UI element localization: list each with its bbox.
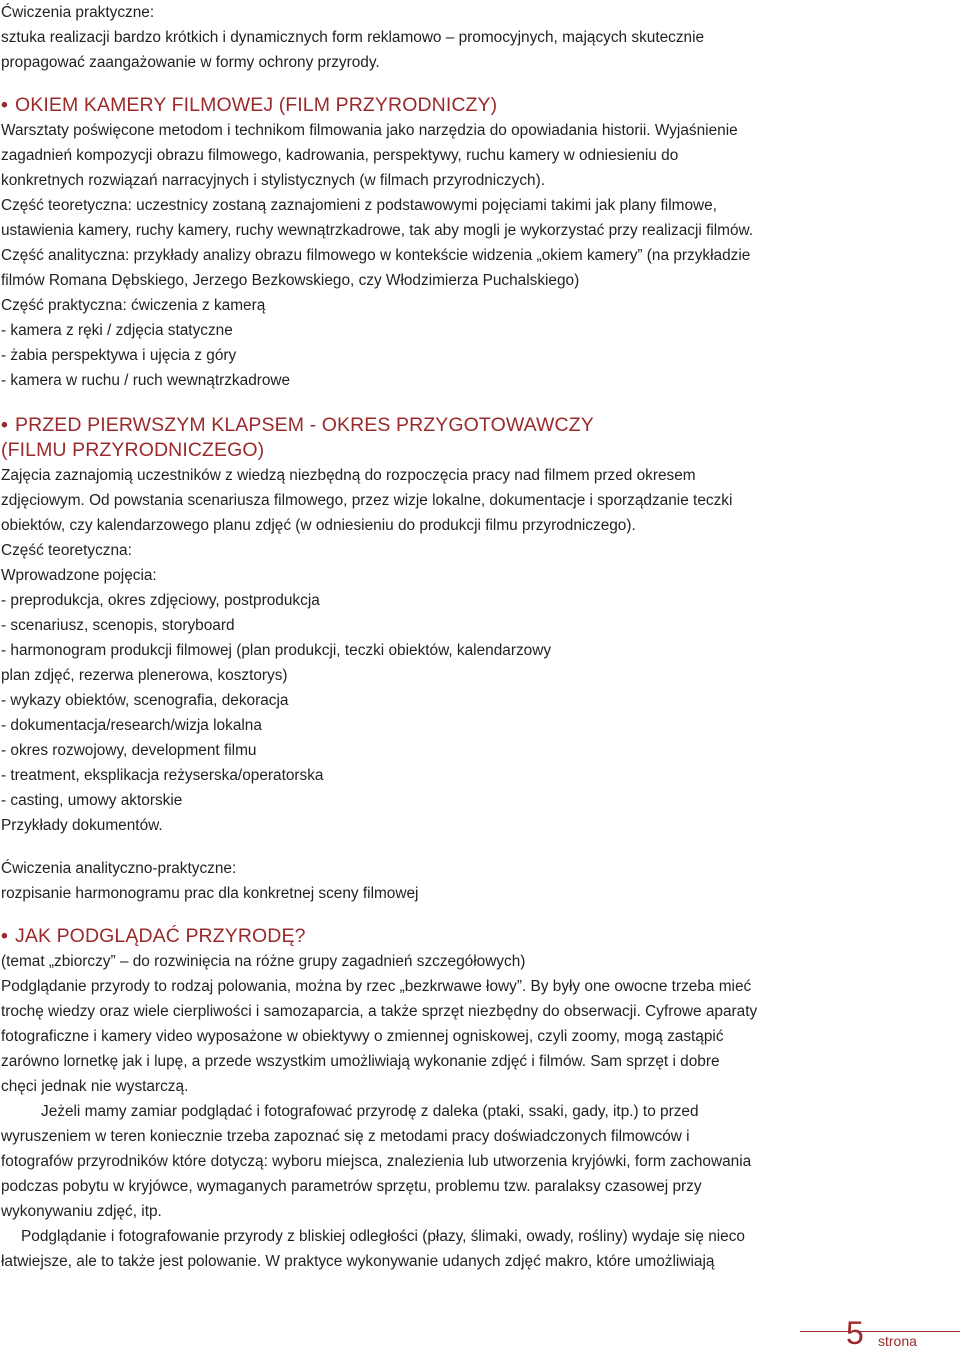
list-item: - kamera z ręki / zdjęcia statyczne (1, 322, 233, 339)
body-line: wyruszeniem w teren koniecznie trzeba zapoznać się z metodami pracy doświadczonych filmowców i (1, 1128, 690, 1145)
list-item: - preprodukcja, okres zdjęciowy, postprodukcja (1, 592, 320, 609)
body-line: Zajęcia zaznajomią uczestników z wiedzą niezbędną do rozpoczęcia pracy nad filmem przed okresem (1, 467, 696, 484)
list-item: - okres rozwojowy, development filmu (1, 742, 257, 759)
body-line: Część analityczna: przykłady analizy obrazu filmowego w kontekście widzenia „okiem kamery” (na przykładzie (1, 247, 751, 264)
list-item: - casting, umowy aktorskie (1, 792, 183, 809)
body-line: (temat „zbiorczy” – do rozwinięcia na różne grupy zagadnień szczegółowych) (1, 953, 526, 970)
list-item: - scenariusz, scenopis, storyboard (1, 617, 235, 634)
body-line: konkretnych rozwiązań narracyjnych i stylistycznych (w filmach przyrodniczych). (1, 172, 545, 189)
page-number: 5 (846, 1315, 864, 1351)
body-line: fotograficzne i kamery video wyposażone w obiektywy o zmiennej ogniskowej, czyli zoomy, mogą zastąpić (1, 1028, 724, 1045)
body-line: Przykłady dokumentów. (1, 817, 163, 834)
section-title-continued: (FILMU PRZYRODNICZEGO) (1, 439, 265, 461)
section-title: JAK PODGLĄDAĆ PRZYRODĘ? (15, 925, 306, 947)
body-line: zagadnień kompozycji obrazu filmowego, kadrowania, perspektywy, ruchu kamery w odniesieniu do (1, 147, 679, 164)
body-line: Część praktyczna: ćwiczenia z kamerą (1, 297, 266, 314)
list-item: - kamera w ruchu / ruch wewnątrzkadrowe (1, 372, 291, 389)
body-line: propagować zaangażowanie w formy ochrony przyrody. (1, 54, 380, 71)
body-line: sztuka realizacji bardzo krótkich i dynamicznych form reklamowo – promocyjnych, mających skutecznie (1, 29, 705, 46)
body-line: Wprowadzone pojęcia: (1, 567, 157, 584)
page-label: strona (878, 1333, 917, 1349)
body-line: wykonywaniu zdjęć, itp. (1, 1203, 162, 1220)
page-footer (800, 1315, 960, 1351)
bullet-icon: • (1, 94, 8, 116)
body-line: Podglądanie przyrody to rodzaj polowania, można by rzec „bezkrwawe łowy”. By były one owocne trzeba mieć (1, 978, 752, 995)
section-title: PRZED PIERWSZYM KLAPSEM - OKRES PRZYGOTOWAWCZY (15, 414, 594, 436)
section-heading-jak-podgladac (1, 924, 960, 949)
section-heading-przed-klapsem (1, 413, 960, 438)
section-heading-okiem-kamery (1, 93, 960, 118)
list-item: - żabia perspektywa i ujęcia z góry (1, 347, 237, 364)
section-title: OKIEM KAMERY FILMOWEJ (FILM PRZYRODNICZY) (15, 94, 498, 116)
body-line: trochę wiedzy oraz wiele cierpliwości i samozaparcia, a także sprzęt niezbędny do obserwacji. Cyfrowe aparaty (1, 1003, 758, 1020)
body-line: Jeżeli mamy zamiar podglądać i fotografować przyrodę z daleka (ptaki, ssaki, gady, itp.) to przed (41, 1103, 699, 1120)
body-line: rozpisanie harmonogramu prac dla konkretnej sceny filmowej (1, 885, 419, 902)
list-item: - dokumentacja/research/wizja lokalna (1, 717, 262, 734)
body-line: filmów Romana Dębskiego, Jerzego Bezkowskiego, czy Włodzimierza Puchalskiego) (1, 272, 580, 289)
body-line: Część teoretyczna: (1, 542, 132, 559)
list-item: - treatment, eksplikacja reżyserska/operatorska (1, 767, 324, 784)
body-line: łatwiejsze, ale to także jest polowanie. W praktyce wykonywanie udanych zdjęć makro, które umożliwiają (1, 1253, 715, 1270)
bullet-icon: • (1, 925, 8, 947)
list-item: - wykazy obiektów, scenografia, dekoracja (1, 692, 289, 709)
body-line: ustawienia kamery, ruchy kamery, ruchy wewnątrzkadrowe, tak aby mogli je wykorzystać przy realizacji filmów. (1, 222, 754, 239)
body-line: Podglądanie i fotografowanie przyrody z bliskiej odległości (płazy, ślimaki, owady, rośliny) wydaje się nieco (21, 1228, 745, 1245)
bullet-icon: • (1, 414, 8, 436)
exercise-label: Ćwiczenia praktyczne: (1, 4, 155, 21)
body-line: chęci jednak nie wystarczą. (1, 1078, 189, 1095)
body-line: zdjęciowym. Od powstania scenariusza filmowego, przez wizje lokalne, dokumentacje i sporządzanie teczki (1, 492, 733, 509)
list-item: plan zdjęć, rezerwa plenerowa, kosztorys) (1, 667, 288, 684)
body-line: zarówno lornetkę jak i lupę, a przede wszystkim umożliwiają wykonanie zdjęć i filmów. Sam sprzęt i dobre (1, 1053, 720, 1070)
list-item: - harmonogram produkcji filmowej (plan produkcji, teczki obiektów, kalendarzowy (1, 642, 552, 659)
body-line: Część teoretyczna: uczestnicy zostaną zaznajomieni z podstawowymi pojęciami takimi jak plany filmowe, (1, 197, 717, 214)
body-line: obiektów, czy kalendarzowego planu zdjęć (w odniesieniu do produkcji filmu przyrodniczego). (1, 517, 636, 534)
exercise-label: Ćwiczenia analityczno-praktyczne: (1, 860, 237, 877)
body-line: podczas pobytu w kryjówce, wymaganych parametrów sprzętu, problemu tzw. paralaksy czasowej przy (1, 1178, 702, 1195)
body-line: Warsztaty poświęcone metodom i technikom filmowania jako narzędzia do opowiadania historii. Wyjaśnienie (1, 122, 738, 139)
body-line: fotografów przyrodników które dotyczą: wyboru miejsca, znalezienia lub utworzenia kryjówki, form zachowania (1, 1153, 752, 1170)
